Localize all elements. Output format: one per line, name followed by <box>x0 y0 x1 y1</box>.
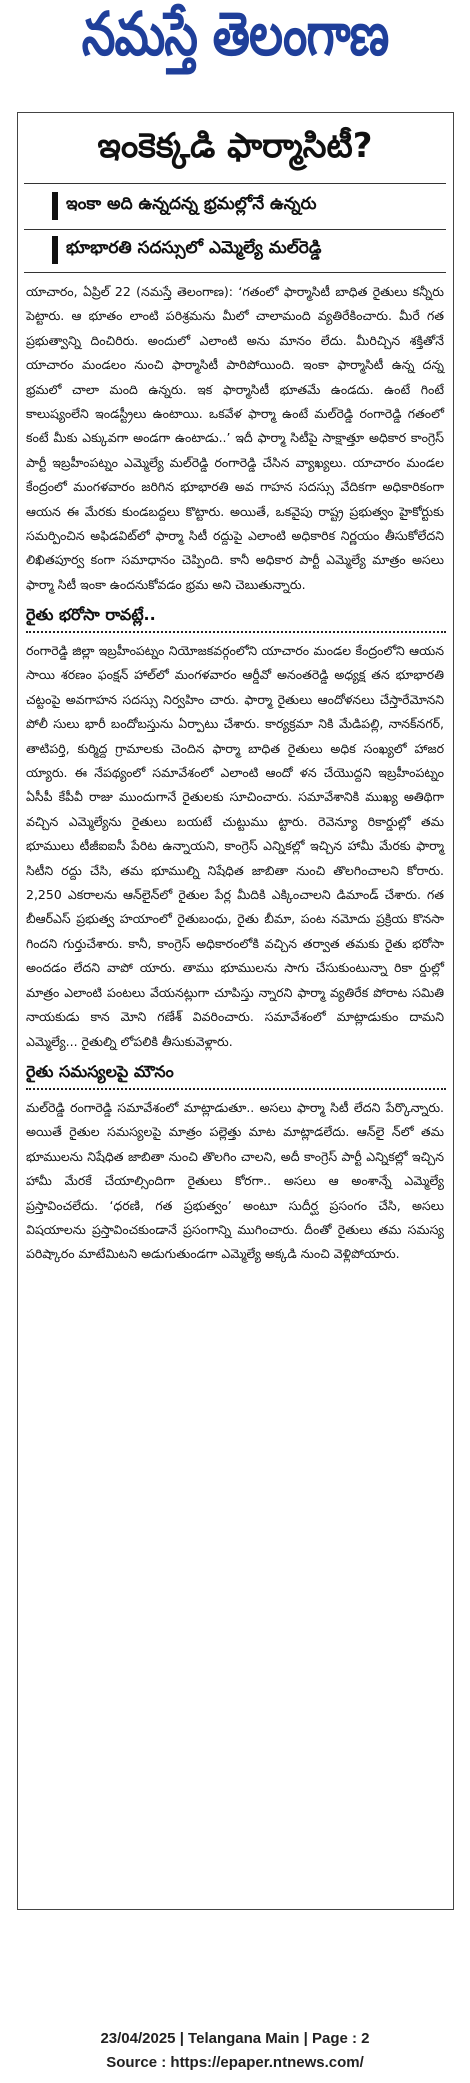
masthead-title: నమస్తే తెలంగాణ <box>81 0 389 70</box>
subhead-bar <box>52 192 58 220</box>
footer-source: Source : https://epaper.ntnews.com/ <box>106 2054 364 2071</box>
dotted-divider <box>26 1088 446 1090</box>
divider <box>24 183 446 184</box>
article-subhead-1: ఇంకా అది ఉన్నదన్న భ్రమల్లోనే ఉన్నరు <box>66 194 317 214</box>
section-heading-farmer-assurance: రైతు భరోసా రావట్లే.. <box>26 605 156 624</box>
newspaper-masthead <box>0 0 470 90</box>
subhead-bar <box>52 236 58 264</box>
divider <box>24 229 446 230</box>
divider <box>24 272 446 273</box>
footer-date-edition: 23/04/2025 | Telangana Main | Page : 2 <box>100 2030 370 2047</box>
section-heading-silence: రైతు సమస్యలపై మౌనం <box>26 1062 174 1081</box>
article-paragraph-2: రంగారెడ్డి జిల్లా ఇబ్రహీంపట్నం నియోజకవర్గంలోని యాచారం మండల కేంద్రంలోని ఆయన సాయి శరణం ఫంక్షన్ హాల్‌లో మంగళవారం ఆర్డీవో అనంతరెడ్డి అధ్యక్ష తన భూభారతి చట్టంపై అవగాహన సదస్సు నిర్వహిం చారు. ఫార్మా రైతులు ఆందోళనలు చేస్తారేమోనని పోలీ సులు భారీ బందోబస్తును ఏర్పాటు చేశారు. కార్యక్రమా నికి మేడిపల్లి, నానక్‌నగర్, తాటిపర్తి, కుర్మిద్ద గ్రామాలకు చెందిన ఫార్మా బాధిత రైతులు అధిక సంఖ్యలో హాజర య్యారు. ఈ నేపథ్యంలో సమావేశంలో ఎలాంటి ఆందో ళన చేయొద్దని ఇబ్రహీంపట్నం ఏసీపీ కేపీవీ రాజు ముందుగానే రైతులకు సూచించారు. సమావేశానికి ముఖ్య అతిథిగా వచ్చిన ఎమ్మెల్యేను రైతులు బయటే చుట్టుము ట్టారు. రెవెన్యూ రికార్డుల్లో తమ భూములు టీజీఐఐసీ పేరిట ఉన్నాయని, కాంగ్రెస్ ఎన్నికల్లో ఇచ్చిన హామీ మేరకు ఫార్మా సిటీని రద్దు చేసి, తమ భూముల్ని నిషేధిత జాబితా నుంచి తొలగించాలని కోరారు. 2,250 ఎకరాలను ఆన్‌లైన్‌లో రైతుల పేర్ల మీదికి ఎక్కించాలని డిమాండ్ చేశారు. గత బీఆర్ఎస్ ప్రభుత్వ హయాంలో రైతుబంధు, రైతు బీమా, పంట నమోదు ప్రక్రియ కొనసా గిందని గుర్తుచేశారు. కానీ, కాంగ్రెస్ అధికారంలోకి వచ్చిన తర్వాత తమకు రైతు భరోసా అందడం లేదని వాపో యారు. తాము భూములను సాగు చేసుకుంటున్నా రికా ర్డుల్లో మాత్రం ఎలాంటి పంటలు వేయనట్లుగా చూపిస్తు న్నారని ఫార్మా వ్యతిరేక పోరాట సమితి నాయకుడు కాన మోని గణేశ్ వివరించారు. సమావేశంలో మాట్లాడుకుం దామని ఎమ్మెల్యే... రైతుల్ని లోపలికి తీసుకువెళ్లారు. <box>26 643 444 1049</box>
article-headline: ఇంకెక్కడి ఫార్మాసిటీ? <box>97 126 373 166</box>
article-paragraph-3: మల్‌రెడ్డి రంగారెడ్డి సమావేశంలో మాట్లాడుతూ.. అసలు ఫార్మా సిటీ లేదని పేర్కొన్నారు. అయితే రైతుల సమస్యలపై మాత్రం పల్లెత్తు మాట మాట్లాడలేదు. ఆన్‌లై న్‌లో తమ భూములను నిషేధిత జాబితా నుంచి తొలగిం చాలని, అదీ కాంగ్రెస్ పార్టీ ఎన్నికల్లో ఇచ్చిన హామీ మేరకే చేయాల్సిందిగా రైతులు కోరగా.. అసలు ఆ అంశాన్నే ఎమ్మెల్యే ప్రస్తావించలేదు. ‘ధరణి, గత ప్రభుత్వం’ అంటూ సుదీర్ఘ ప్రసంగం చేసి, అసలు విషయాలను ప్రస్తావించకుండానే ప్రసంగాన్ని ముగించారు. దీంతో రైతులు తమ సమస్య పరిష్కారం మాటేమిటని అడుగుతుండగా ఎమ్మెల్యే అక్కడి నుంచి వెళ్లిపోయారు. <box>26 1100 444 1262</box>
article-subhead-2: భూభారతి సదస్సులో ఎమ్మెల్యే మల్‌రెడ్డి <box>66 238 322 258</box>
article-paragraph-1: యాచారం, ఏప్రిల్ 22 (నమస్తే తెలంగాణ): ‘గతంలో ఫార్మాసిటీ బాధిత రైతులు కన్నీరు పెట్టారు. ఆ భూతం లాంటి పరిశ్రమను మీలో చాలామంది వ్యతిరేకించారు. మీరే గత ప్రభుత్వాన్ని దించిరిరు. అందులో ఎలాంటి అను మానం లేదు. మీరిచ్చిన శక్తితోనే యాచారం మండలం నుంచి ఫార్మాసిటీ పారిపోయింది. ఇంకా ఫార్మాసిటీ ఉన్న దన్న భ్రమలో చాలా మంది ఉన్నరు. ఇక ఫార్మాసిటీ భూతమే ఉండదు. ఉంటే గింటే కాలుష్యంలేని ఇండస్ట్రీలు ఉంటాయి. ఒకవేళ ఫార్మా ఉంటే మల్‌రెడ్డి రంగారెడ్డి గతంలో కంటే మీకు ఎక్కువగా అండగా ఉంటాడు..’ ఇదీ ఫార్మా సిటీపై సాక్షాత్తూ అధికార కాంగ్రెస్ పార్టీ ఇబ్రహీంపట్నం ఎమ్మెల్యే మల్‌రెడ్డి రంగారెడ్డి చేసిన వ్యాఖ్యలు. యాచారం మండల కేంద్రంలో మంగళవారం జరిగిన భూభారతి అవ గాహన సదస్సు వేదికగా అధికారికంగా ఆయన ఈ మేరకు కుండబద్దలు కొట్టారు. అయితే, ఒకవైపు రాష్ట్ర ప్రభుత్వం హైకోర్టుకు సమర్పించిన అఫిడవిట్‌లో ఫార్మా సిటీ రద్దుపై ఎలాంటి అధికారిక నిర్ణయం తీసుకోలేదని లిఖితపూర్వ కంగా సమాధానం చెప్పింది. కానీ అధికార పార్టీ ఎమ్మెల్యే మాత్రం అసలు ఫార్మా సిటీ ఇంకా ఉందనుకోవడం భ్రమ అని చెబుతున్నారు. <box>26 284 444 592</box>
dotted-divider <box>26 631 446 633</box>
